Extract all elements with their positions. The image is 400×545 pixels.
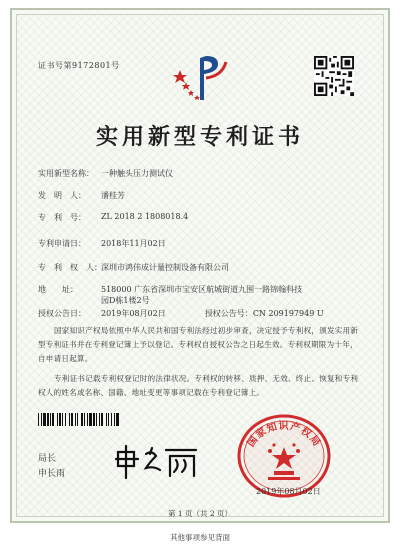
barcode-bar <box>84 413 85 426</box>
patent-number-label: 专 利 号： <box>38 213 86 222</box>
barcode-bar <box>43 413 46 426</box>
qr-code-icon <box>314 56 354 96</box>
barcode-bar <box>71 413 73 426</box>
barcode-bar <box>101 413 103 426</box>
filing-date-label: 专利申请日： <box>38 239 86 248</box>
footer-note: 其他事项参见背面 <box>170 533 230 542</box>
grant-date-label: 授权公告日： <box>38 309 86 318</box>
address-line-1: 518000 广东省深圳市宝安区航城街道九围一路锦翰科技 <box>101 285 303 294</box>
barcode-bar <box>96 413 97 426</box>
barcode-bar <box>93 413 95 426</box>
legal-status-paragraph: 专利证书记载专利权登记时的法律状况。专利权的转移、质押、无效、终止、恢复和专利权人的姓名或名称、国籍、地址变更等事项记载在专利登记簿上。 <box>38 374 359 397</box>
seal-date: 2019年08月02日 <box>256 487 321 496</box>
patentee-label: 专 利 权 人： <box>38 263 102 272</box>
grant-number-value: CN 209197949 U <box>252 309 324 318</box>
barcode-bar <box>77 413 78 426</box>
barcode-bar <box>52 413 54 426</box>
barcode-bar <box>69 413 70 426</box>
barcode-bar <box>81 413 83 426</box>
barcode-bar <box>114 413 115 426</box>
barcode-bar <box>62 413 63 426</box>
grant-date-row <box>38 308 324 319</box>
address-value <box>101 284 302 306</box>
inventor-row <box>38 190 125 201</box>
utility-model-name-label: 实用新型名称： <box>38 169 94 178</box>
address-row <box>38 284 302 306</box>
barcode-icon <box>38 413 176 426</box>
utility-model-name-value: 一种触头压力测试仪 <box>101 169 173 178</box>
barcode-bar <box>106 413 107 426</box>
page-number: 第 1 页（共 2 页） <box>167 509 233 518</box>
inventor-label: 发 明 人： <box>38 191 86 200</box>
barcode-bar <box>41 413 42 426</box>
barcode-bar <box>47 413 49 426</box>
grant-number-label: 授权公告号： <box>204 309 253 318</box>
certificate-title: 实用新型专利证书 <box>95 124 304 150</box>
barcode-bar <box>99 413 100 426</box>
certificate-number: 证书号第9172801号 <box>38 61 120 70</box>
barcode-bar <box>87 413 88 426</box>
director-title: 局长 <box>38 454 57 464</box>
signature-icon <box>112 444 200 480</box>
barcode-bar <box>65 413 66 426</box>
patentee-row <box>38 262 229 273</box>
barcode-bar <box>111 413 112 426</box>
director-name: 申长雨 <box>38 469 66 479</box>
address-label: 地 址： <box>38 285 78 294</box>
inventor-value: 潘桂芳 <box>101 191 125 200</box>
utility-model-name-row <box>38 168 173 179</box>
filing-date-row <box>38 238 166 249</box>
barcode-bar <box>89 413 92 426</box>
barcode-bar <box>108 413 109 426</box>
patentee-value: 深圳市鸿伟成计量控制设备有限公司 <box>101 263 229 272</box>
address-line-2: 园D栋1楼2号 <box>101 296 150 305</box>
barcode-bar <box>59 413 61 426</box>
patent-office-logo-icon <box>170 52 232 108</box>
patent-number-value: ZL 2018 2 1808018.4 <box>101 212 189 221</box>
barcode-bar <box>75 413 76 426</box>
grant-date-value: 2019年08月02日 <box>101 309 166 318</box>
seal-text: 国家知识产权局 <box>245 421 323 450</box>
barcode-bar <box>57 413 58 426</box>
barcode-bar <box>50 413 51 426</box>
grant-paragraph: 国家知识产权局依照中华人民共和国专利法经过初步审查，决定授予专利权，颁发实用新型专利证书并在专利登记簿上予以登记。专利权自授权公告之日起生效。专利权期限为十年，自申请日起算。 <box>38 326 359 363</box>
patent-number-row <box>38 212 188 223</box>
barcode-bar <box>116 413 119 426</box>
barcode-bar <box>38 413 39 426</box>
filing-date-value: 2018年11月02日 <box>101 239 166 248</box>
